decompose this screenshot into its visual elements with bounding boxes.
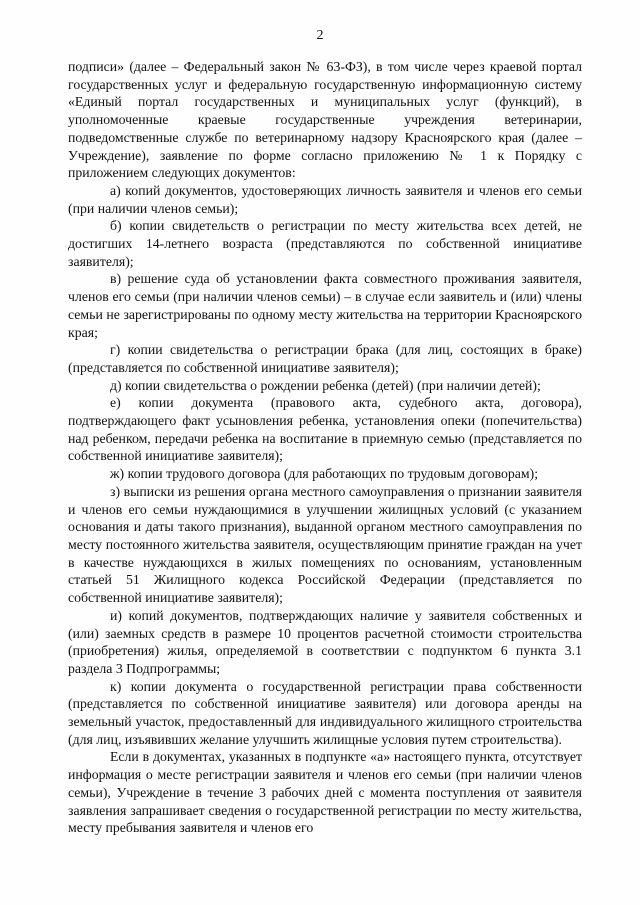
paragraph-item-k: к) копии документа о государственной регистрации права собственности (представляется по собственной инициативе заявителя) или договора аренды на земельный участок, предоставленный для индивидуального жилищного строительства (для лиц, изъявивших желание улучшить жилищные условия путем строительства). [68, 678, 582, 747]
paragraph-item-zh: ж) копии трудового договора (для работающих по трудовым договорам); [110, 466, 539, 482]
paragraph-item-v: в) решение суда об установлении факта совместного проживания заявителя, членов его семьи (при наличии членов семьи) – в случае если заявитель и (или) члены семьи не зарегистрированы по одному месту жительства на территории Красноярского края; [68, 271, 582, 340]
paragraph-intro: подписи» (далее – Федеральный закон № 63-ФЗ), в том числе через краевой портал государственных услуг и федеральную государственную информационную систему «Единый портал государственных и муниципальных услуг (функций), в уполномоченные краевые государственные учреждения ветеринарии, подведомственные службе по ветеринарному надзору Красноярского края (далее – Учреждение), заявление по форме согласно приложению № 1 к Порядку с приложением следующих документов: [68, 59, 582, 181]
paragraph-item-e: е) копии документа (правового акта, судебного акта, договора), подтверждающего факт усыновления ребенка, установления опеки (попечительства) над ребенком, передачи ребенка на воспитание в приемную семью (представляется по собственной инициативе заявителя); [68, 395, 582, 464]
page-number: 2 [316, 28, 324, 43]
document-body [68, 58, 582, 837]
paragraph-closing: Если в документах, указанных в подпункте «а» настоящего пункта, отсутствует информация о месте регистрации заявителя и членов его семьи (при наличии членов семьи), Учреждение в течение 3 рабочих дней с момента поступления от заявителя заявления запрашивает сведения о государственной регистрации по месту жительства, месту пребывания заявителя и членов его [68, 749, 582, 836]
paragraph-item-z: з) выписки из решения органа местного самоуправления о признании заявителя и членов его семьи нуждающимися в улучшении жилищных условий (с указанием основания и даты такого признания), выданной органом местного самоуправления по месту постоянного жительства заявителя, осуществляющим принятие граждан на учет в качестве нуждающихся в жилых помещениях по основаниям, установленным статьей 51 Жилищного кодекса Российской Федерации (представляется по собственной инициативе заявителя); [68, 483, 582, 606]
paragraph-item-b: б) копии свидетельств о регистрации по месту жительства всех детей, не достигших 14-летнего возраста (представляются по собственной инициативе заявителя); [68, 218, 582, 269]
paragraph-item-g: г) копии свидетельства о регистрации брака (для лиц, состоящих в браке) (представляется по собственной инициативе заявителя); [68, 342, 582, 375]
paragraph-item-i: и) копий документов, подтверждающих наличие у заявителя собственных и (или) заемных средств в размере 10 процентов расчетной стоимости строительства (приобретения) жилья, определяемой в соответствии с подпунктом 6 пункта 3.1 раздела 3 Подпрограммы; [68, 607, 582, 676]
paragraph-item-a: а) копий документов, удостоверяющих личность заявителя и членов его семьи (при наличии членов семьи); [68, 182, 582, 216]
paragraph-item-d: д) копии свидетельства о рождении ребенка (детей) (при наличии детей); [110, 377, 541, 393]
